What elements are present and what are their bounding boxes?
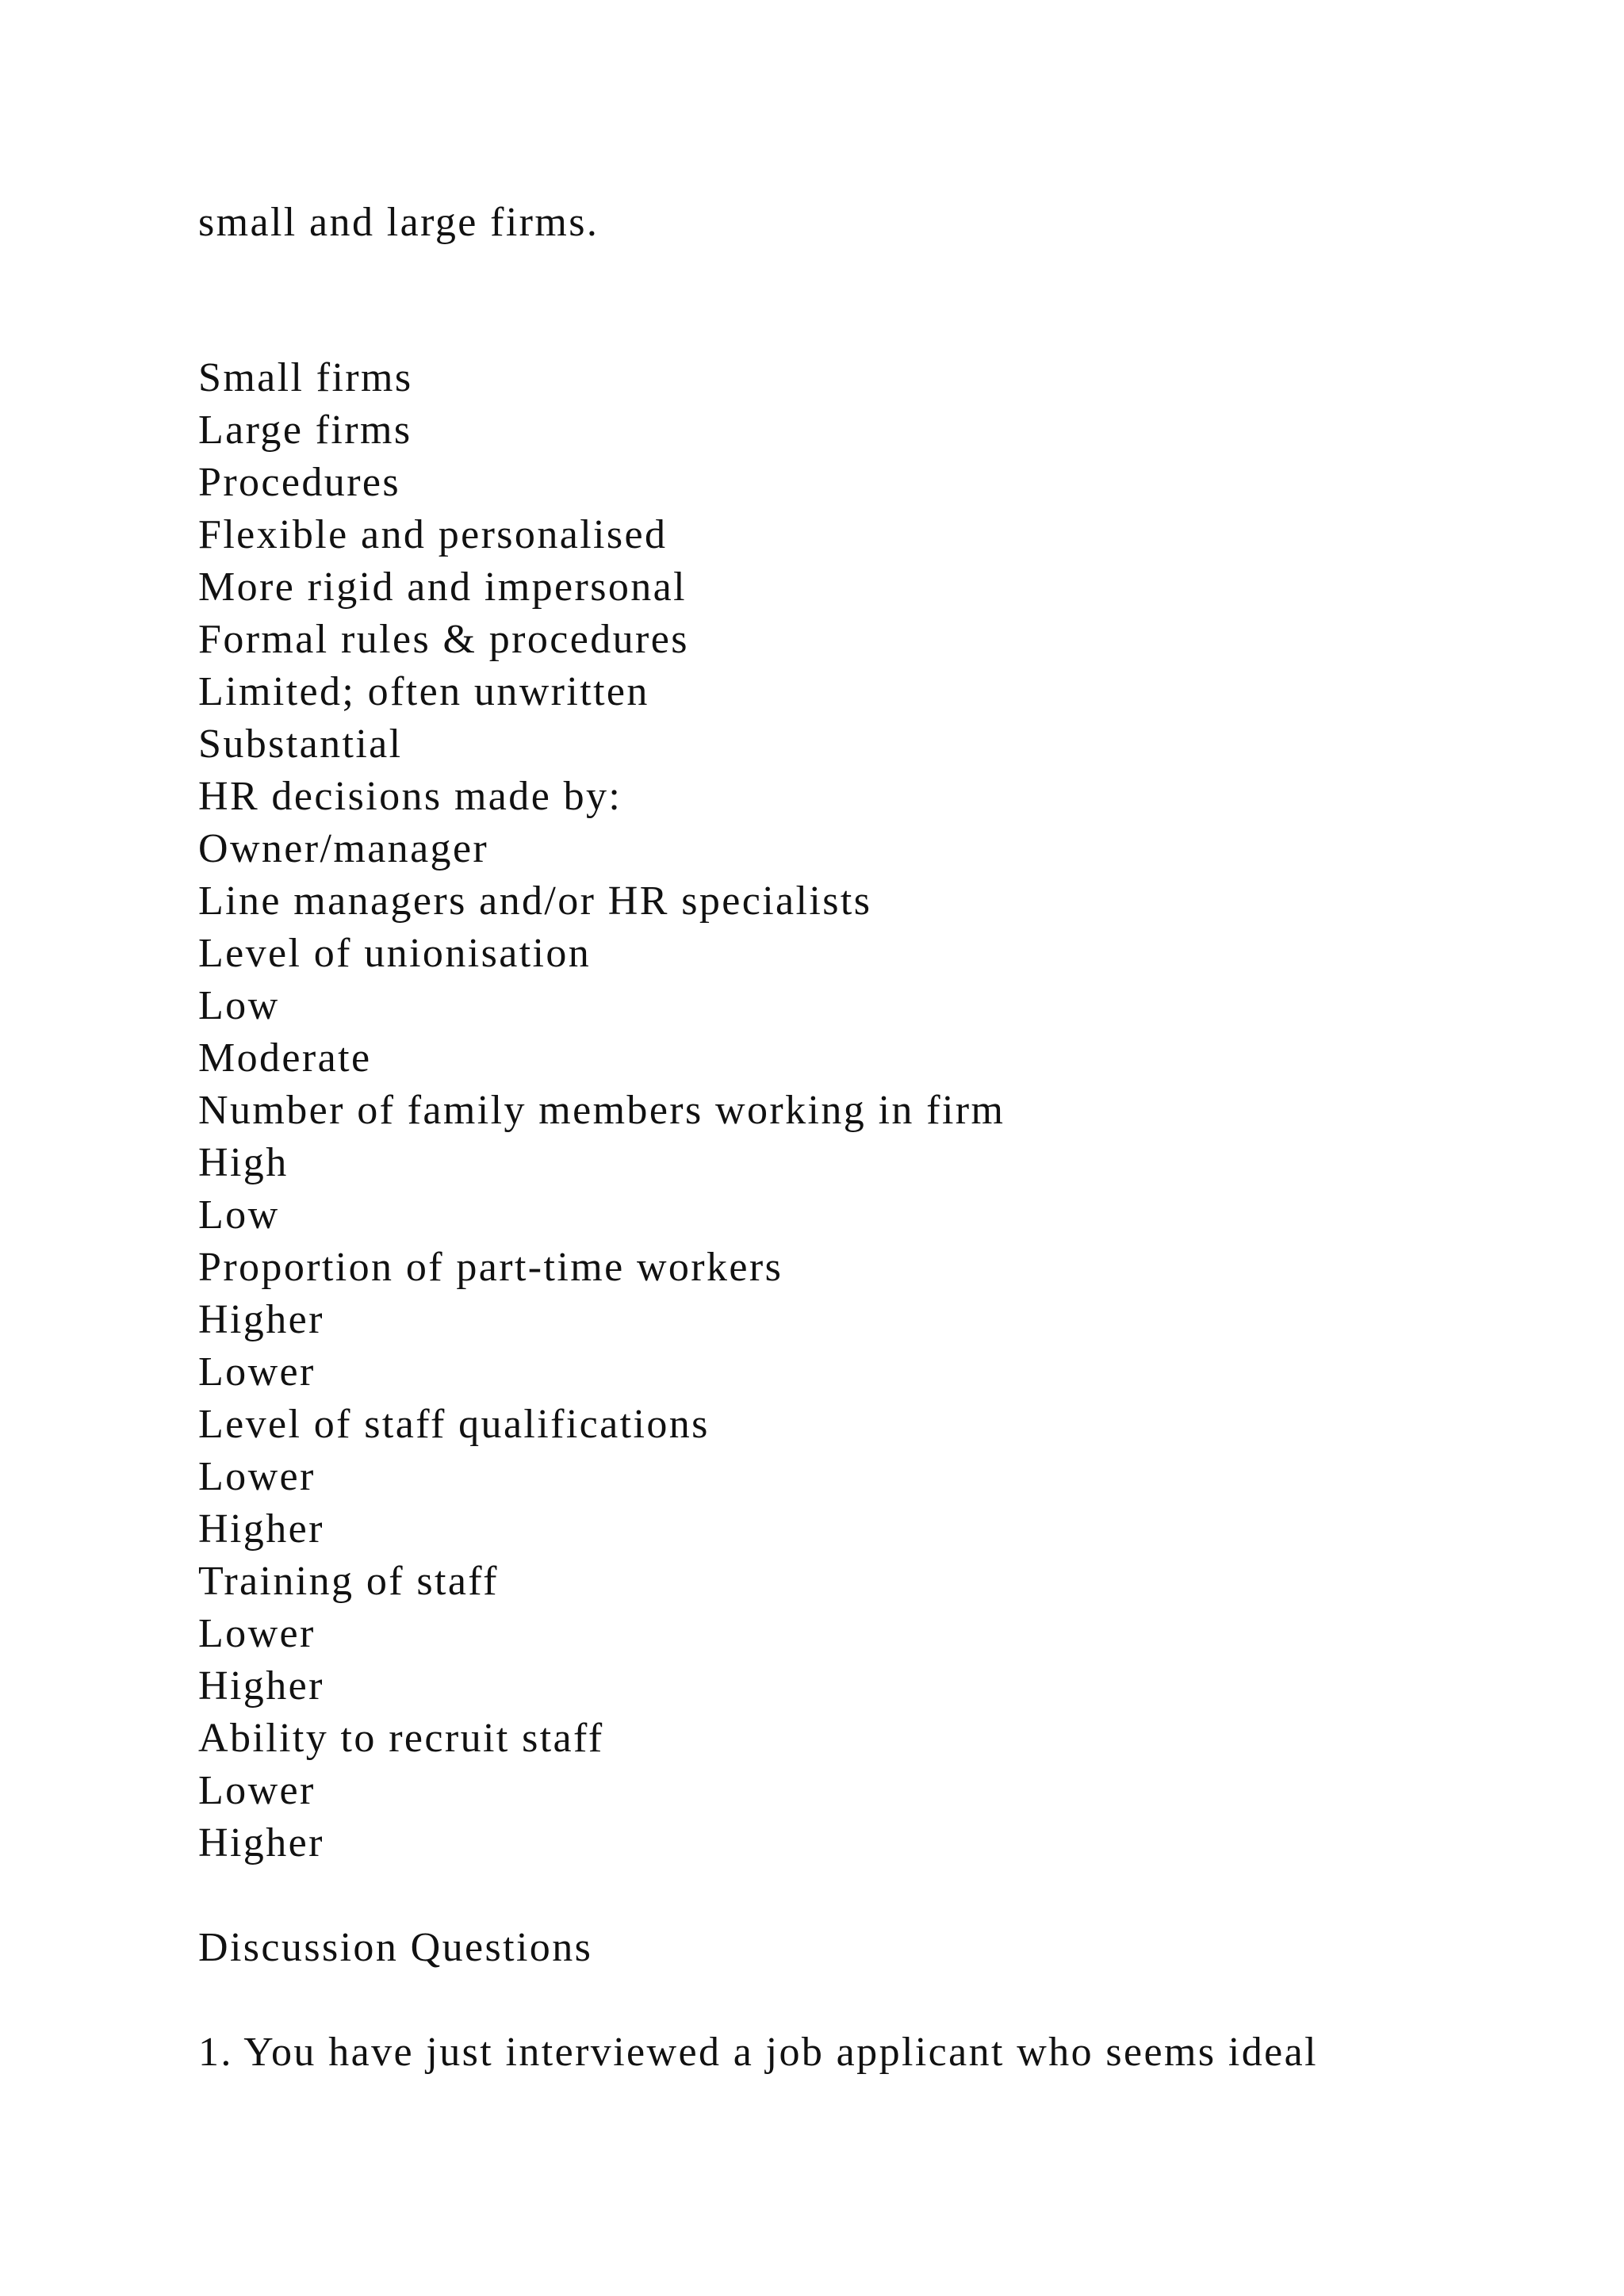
table-cell: Higher [198, 1663, 324, 1709]
discussion-question-1: 1. You have just interviewed a job applicant who seems ideal [198, 2030, 1318, 2075]
table-cell: Higher [198, 1820, 324, 1866]
intro-fragment: small and large firms. [198, 200, 599, 245]
table-cell-hr-decisions: HR decisions made by: [198, 774, 622, 819]
table-cell-recruit-staff: Ability to recruit staff [198, 1716, 604, 1761]
section-heading: Discussion Questions [198, 1925, 593, 1970]
table-cell: Substantial [198, 721, 403, 767]
table-cell: Higher [198, 1297, 324, 1342]
table-cell: Moderate [198, 1035, 372, 1081]
table-cell: High [198, 1140, 289, 1185]
table-cell-unionisation: Level of unionisation [198, 931, 592, 976]
table-cell-part-time-workers: Proportion of part-time workers [198, 1245, 783, 1290]
table-cell: Lower [198, 1768, 316, 1813]
table-cell: Low [198, 1192, 280, 1238]
table-cell: Low [198, 983, 280, 1028]
table-cell-procedures: Procedures [198, 460, 401, 505]
table-cell-staff-qualifications: Level of staff qualifications [198, 1402, 710, 1447]
table-cell: Limited; often unwritten [198, 669, 649, 714]
table-cell-header-large-firms: Large firms [198, 408, 412, 453]
table-cell: Line managers and/or HR specialists [198, 878, 872, 924]
table-cell: Lower [198, 1349, 316, 1395]
table-cell-family-members: Number of family members working in firm [198, 1088, 1005, 1133]
table-cell: Flexible and personalised [198, 512, 668, 557]
table-cell: Higher [198, 1506, 324, 1552]
table-cell-formal-rules: Formal rules & procedures [198, 617, 689, 662]
table-cell: Lower [198, 1454, 316, 1499]
table-cell: More rigid and impersonal [198, 564, 687, 610]
table-cell-training: Training of staff [198, 1559, 499, 1604]
table-cell-header-small-firms: Small firms [198, 355, 413, 400]
table-cell: Owner/manager [198, 826, 489, 871]
table-cell: Lower [198, 1611, 316, 1656]
